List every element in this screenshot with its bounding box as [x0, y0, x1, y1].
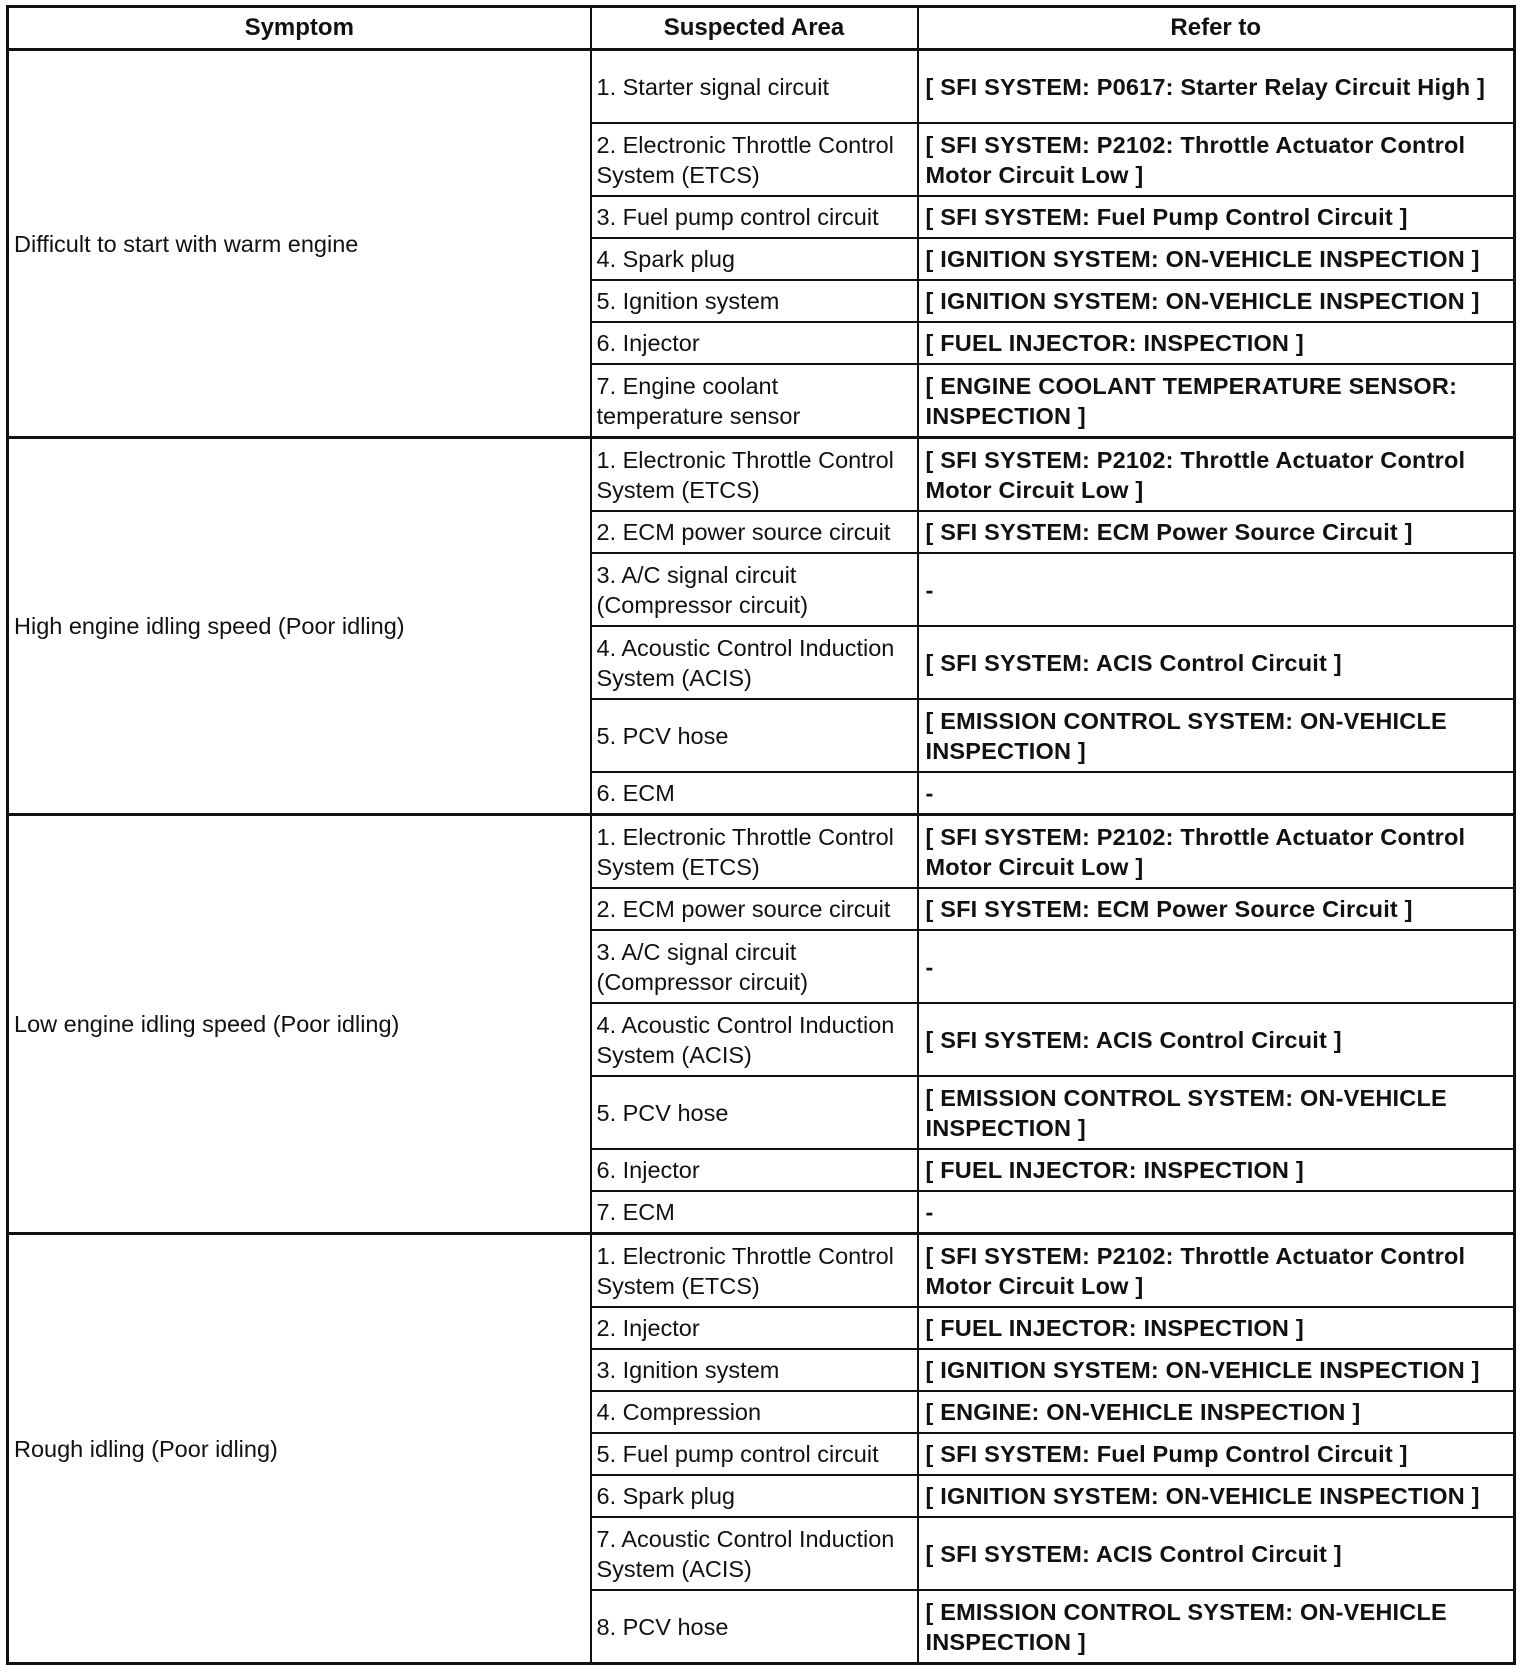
suspected-area-cell: 8. PCV hose: [591, 1590, 918, 1664]
refer-to-link[interactable]: [ SFI SYSTEM: ECM Power Source Circuit ]: [918, 888, 1515, 930]
suspected-area-cell: 2. Injector: [591, 1307, 918, 1349]
suspected-area-cell: 6. ECM: [591, 772, 918, 815]
header-row: [8, 7, 1515, 50]
refer-to-link[interactable]: [ SFI SYSTEM: P2102: Throttle Actuator Control Motor Circuit Low ]: [918, 1234, 1515, 1308]
refer-to-cell: -: [918, 553, 1515, 626]
suspected-area-cell: 7. ECM: [591, 1191, 918, 1234]
header-symptom: Symptom: [8, 7, 591, 50]
header-refer-to: Refer to: [918, 7, 1515, 50]
refer-to-link[interactable]: [ SFI SYSTEM: P2102: Throttle Actuator Control Motor Circuit Low ]: [918, 438, 1515, 512]
suspected-area-cell: 6. Injector: [591, 322, 918, 364]
symptom-cell: Low engine idling speed (Poor idling): [8, 815, 591, 1234]
refer-to-cell: -: [918, 1191, 1515, 1234]
refer-to-link[interactable]: [ SFI SYSTEM: P2102: Throttle Actuator Control Motor Circuit Low ]: [918, 123, 1515, 196]
refer-to-link[interactable]: [ SFI SYSTEM: Fuel Pump Control Circuit ]: [918, 196, 1515, 238]
suspected-area-cell: 5. Ignition system: [591, 280, 918, 322]
symptom-cell: High engine idling speed (Poor idling): [8, 438, 591, 815]
suspected-area-cell: 1. Starter signal circuit: [591, 50, 918, 124]
suspected-area-cell: 7. Acoustic Control Induction System (ACIS): [591, 1517, 918, 1590]
refer-to-link[interactable]: [ IGNITION SYSTEM: ON-VEHICLE INSPECTION ]: [918, 1475, 1515, 1517]
suspected-area-cell: 4. Acoustic Control Induction System (ACIS): [591, 626, 918, 699]
refer-to-link[interactable]: [ EMISSION CONTROL SYSTEM: ON-VEHICLE INSPECTION ]: [918, 699, 1515, 772]
suspected-area-cell: 2. ECM power source circuit: [591, 511, 918, 553]
suspected-area-cell: 2. Electronic Throttle Control System (ETCS): [591, 123, 918, 196]
refer-to-link[interactable]: [ FUEL INJECTOR: INSPECTION ]: [918, 322, 1515, 364]
table-row: [8, 815, 1515, 889]
suspected-area-cell: 3. Ignition system: [591, 1349, 918, 1391]
problem-symptoms-table: [6, 5, 1516, 1665]
refer-to-link[interactable]: [ ENGINE COOLANT TEMPERATURE SENSOR: INSPECTION ]: [918, 364, 1515, 438]
suspected-area-cell: 6. Injector: [591, 1149, 918, 1191]
refer-to-cell: -: [918, 772, 1515, 815]
suspected-area-cell: 6. Spark plug: [591, 1475, 918, 1517]
suspected-area-cell: 4. Compression: [591, 1391, 918, 1433]
suspected-area-cell: 7. Engine coolant temperature sensor: [591, 364, 918, 438]
refer-to-link[interactable]: [ SFI SYSTEM: ACIS Control Circuit ]: [918, 1003, 1515, 1076]
suspected-area-cell: 4. Spark plug: [591, 238, 918, 280]
suspected-area-cell: 5. PCV hose: [591, 1076, 918, 1149]
suspected-area-cell: 3. A/C signal circuit (Compressor circuit): [591, 553, 918, 626]
refer-to-link[interactable]: [ ENGINE: ON-VEHICLE INSPECTION ]: [918, 1391, 1515, 1433]
refer-to-link[interactable]: [ SFI SYSTEM: ECM Power Source Circuit ]: [918, 511, 1515, 553]
table-row: [8, 1234, 1515, 1308]
suspected-area-cell: 5. PCV hose: [591, 699, 918, 772]
suspected-area-cell: 2. ECM power source circuit: [591, 888, 918, 930]
header-suspected-area: Suspected Area: [591, 7, 918, 50]
refer-to-link[interactable]: [ FUEL INJECTOR: INSPECTION ]: [918, 1149, 1515, 1191]
table-row: [8, 438, 1515, 512]
refer-to-link[interactable]: [ SFI SYSTEM: ACIS Control Circuit ]: [918, 1517, 1515, 1590]
refer-to-link[interactable]: [ IGNITION SYSTEM: ON-VEHICLE INSPECTION ]: [918, 238, 1515, 280]
refer-to-link[interactable]: [ IGNITION SYSTEM: ON-VEHICLE INSPECTION ]: [918, 280, 1515, 322]
suspected-area-cell: 1. Electronic Throttle Control System (ETCS): [591, 1234, 918, 1308]
suspected-area-cell: 4. Acoustic Control Induction System (ACIS): [591, 1003, 918, 1076]
refer-to-link[interactable]: [ SFI SYSTEM: ACIS Control Circuit ]: [918, 626, 1515, 699]
suspected-area-cell: 3. Fuel pump control circuit: [591, 196, 918, 238]
refer-to-link[interactable]: [ SFI SYSTEM: P2102: Throttle Actuator Control Motor Circuit Low ]: [918, 815, 1515, 889]
refer-to-link[interactable]: [ SFI SYSTEM: Fuel Pump Control Circuit ]: [918, 1433, 1515, 1475]
refer-to-link[interactable]: [ EMISSION CONTROL SYSTEM: ON-VEHICLE INSPECTION ]: [918, 1076, 1515, 1149]
refer-to-link[interactable]: [ EMISSION CONTROL SYSTEM: ON-VEHICLE INSPECTION ]: [918, 1590, 1515, 1664]
suspected-area-cell: 1. Electronic Throttle Control System (ETCS): [591, 438, 918, 512]
refer-to-link[interactable]: [ FUEL INJECTOR: INSPECTION ]: [918, 1307, 1515, 1349]
suspected-area-cell: 5. Fuel pump control circuit: [591, 1433, 918, 1475]
refer-to-link[interactable]: [ IGNITION SYSTEM: ON-VEHICLE INSPECTION ]: [918, 1349, 1515, 1391]
suspected-area-cell: 3. A/C signal circuit (Compressor circuit): [591, 930, 918, 1003]
refer-to-link[interactable]: [ SFI SYSTEM: P0617: Starter Relay Circuit High ]: [918, 50, 1515, 124]
table-row: [8, 50, 1515, 124]
symptom-cell: Rough idling (Poor idling): [8, 1234, 591, 1664]
refer-to-cell: -: [918, 930, 1515, 1003]
symptom-cell: Difficult to start with warm engine: [8, 50, 591, 438]
suspected-area-cell: 1. Electronic Throttle Control System (ETCS): [591, 815, 918, 889]
